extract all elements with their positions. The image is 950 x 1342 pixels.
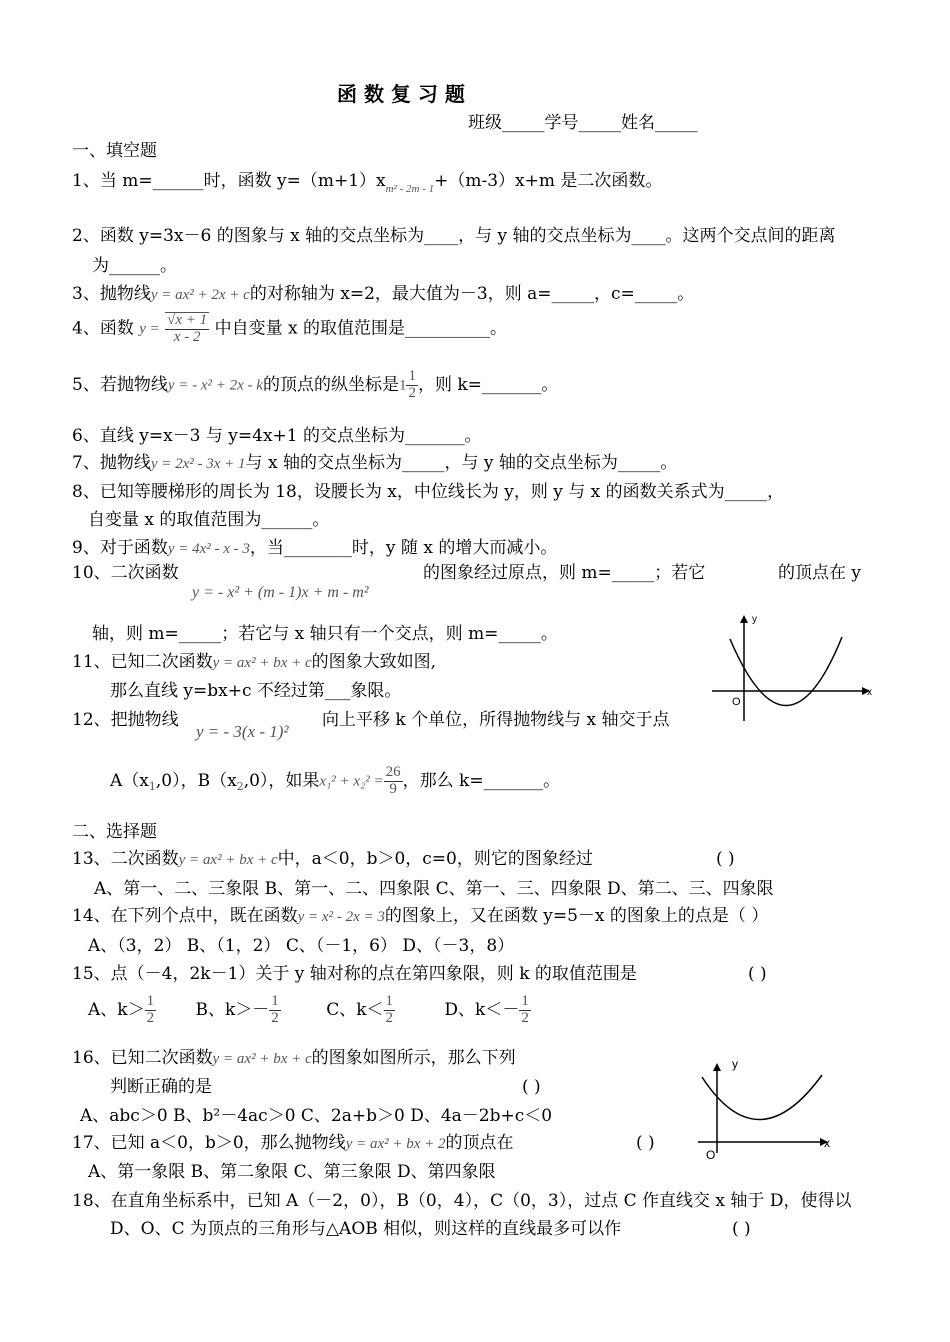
q5-denominator: 2 xyxy=(408,384,416,401)
graph-1 xyxy=(712,613,872,723)
q12-numerator: 26 xyxy=(385,764,401,780)
question-15: 15、点（－4，2k－1）关于 y 轴对称的点在第四象限，则 k 的取值范围是 xyxy=(72,964,637,984)
q1-exponent: m² - 2m - 1 xyxy=(385,183,435,195)
graph-2-y-arrow xyxy=(713,1063,721,1071)
question-6: 6、直线 y=x－3 与 y=4x+1 的交点坐标为_______。 xyxy=(72,426,482,446)
question-10-text-b: 的图象经过原点，则 m=_____；若它 xyxy=(423,563,706,583)
q5-formula: y = - x² + 2x - k xyxy=(167,377,263,394)
page-title: 函 数 复 习 题 xyxy=(337,82,465,106)
q3-text-b: 的对称轴为 x=2，最大值为－3，则 a=_____，c=_____。 xyxy=(249,284,695,304)
q1-text-b: +（m-3）x+m 是二次函数。 xyxy=(434,171,663,191)
q15-a-den: 2 xyxy=(146,1009,155,1026)
q12-denominator: 9 xyxy=(384,781,403,798)
graph-1-y-label: y xyxy=(752,614,757,625)
graph-1-y-arrow xyxy=(740,615,748,623)
q15-b-den: 2 xyxy=(271,1009,279,1026)
question-7 xyxy=(72,453,677,473)
q1-text-a: 1、当 m=______时，函数 y=（m+1）x xyxy=(72,171,386,191)
graph-2 xyxy=(690,1055,840,1165)
q16-text-a: 16、已知二次函数 xyxy=(72,1048,213,1068)
q12-text-e: ,0），B（x xyxy=(155,771,237,792)
q15-b-num: 1 xyxy=(271,993,279,1009)
graph-2-origin-label: O xyxy=(706,1148,716,1162)
q15-option-d: D、k＜－ xyxy=(444,1000,520,1021)
q15-a-num: 1 xyxy=(146,993,155,1009)
q4-denominator: x - 2 xyxy=(165,329,209,346)
q11-formula: y = ax² + bx + c xyxy=(212,655,312,671)
question-10-formula: y = - x² + (m - 1)x + m - m² xyxy=(192,584,369,601)
question-17-options: A、第一象限 B、第二象限 C、第三象限 D、第四象限 xyxy=(88,1162,496,1182)
q7-text-a: 7、抛物线 xyxy=(72,453,151,473)
q15-option-a: A、k＞ xyxy=(88,1000,145,1021)
question-14-options: A、（3，2） B、（1，2） C、（－1，6） D、（－3，8） xyxy=(88,936,515,956)
question-15-options xyxy=(88,994,531,1027)
q4-text-b: 中自变量 x 的取值范围是__________。 xyxy=(214,318,507,339)
question-16-answer-paren: ( ) xyxy=(522,1077,541,1097)
question-16-options: A、abc＞0 B、b²－4ac＞0 C、2a+b＞0 D、4a－2b+c＜0 xyxy=(80,1106,553,1126)
q11-text-b: 的图象大致如图, xyxy=(311,652,437,672)
question-15-answer-paren: ( ) xyxy=(748,964,767,984)
question-8-line-2: 自变量 x 的取值范围为______。 xyxy=(88,510,330,530)
question-2-line-2: 为______。 xyxy=(92,256,177,276)
q3-text-a: 3、抛物线 xyxy=(72,284,151,304)
q9-text-a: 9、对于函数 xyxy=(72,538,168,558)
question-10-text-c: 的顶点在 y xyxy=(778,563,862,583)
question-16-line-1 xyxy=(72,1048,516,1068)
q11-text-a: 11、已知二次函数 xyxy=(72,652,213,672)
graph-1-x-label: x xyxy=(867,687,872,698)
q4-numerator: √x + 1 xyxy=(167,312,208,328)
question-11-line-1 xyxy=(72,652,436,672)
question-14 xyxy=(72,906,768,926)
q7-text-b: 与 x 轴的交点坐标为_____，与 y 轴的交点坐标为_____。 xyxy=(245,453,678,473)
q4-text-a: 4、函数 xyxy=(72,318,134,339)
question-12-line-2 xyxy=(110,765,560,798)
question-13-answer-paren: ( ) xyxy=(716,849,735,869)
section-choice: 二、选择题 xyxy=(72,822,157,842)
student-info: 班级_____学号_____姓名_____ xyxy=(468,113,698,133)
q14-text-b: 的图象上，又在函数 y=5－x 的图象上的点是（ ） xyxy=(384,906,769,926)
q13-text-b: 中，a＜0，b＞0，c=0，则它的图象经过 xyxy=(277,849,593,869)
q4-y: y = xyxy=(139,320,160,337)
q3-formula: y = ax² + 2x + c xyxy=(150,287,250,303)
graph-2-y-label: y xyxy=(732,1057,738,1071)
q15-option-b-fraction xyxy=(269,994,281,1027)
question-18-line-1: 18、在直角坐标系中，已知 A（－2，0），B（0，4），C（0，3），过点 C 作直线交 x 轴于 D，使得以 xyxy=(72,1191,852,1211)
section-fill: 一、填空题 xyxy=(72,141,157,161)
question-18-line-2: D、O、C 为顶点的三角形与△AOB 相似，则这样的直线最多可以作 xyxy=(110,1219,622,1239)
q12-formula-2: x₁² + x₂² = xyxy=(319,773,384,790)
q15-d-num: 1 xyxy=(521,993,529,1009)
q7-formula: y = 2x² - 3x + 1 xyxy=(150,456,246,472)
graph-1-origin-label: O xyxy=(732,696,741,708)
q17-text-b: 的顶点在 xyxy=(445,1133,514,1153)
q9-formula: y = 4x² - x - 3 xyxy=(167,541,250,557)
q15-c-num: 1 xyxy=(385,993,393,1009)
q12-text-c: A（x xyxy=(110,771,149,792)
question-1 xyxy=(72,171,662,196)
question-12-text-b: 向上平移 k 个单位，所得抛物线与 x 轴交于点 xyxy=(322,710,670,730)
q17-formula: y = ax² + bx + 2 xyxy=(345,1136,446,1152)
q14-formula: y = x² - 2x = 3 xyxy=(297,909,385,925)
question-13 xyxy=(72,849,593,869)
question-12-formula: y = - 3(x - 1)² xyxy=(196,722,289,741)
question-2-line-1: 2、函数 y=3x－6 的图象与 x 轴的交点坐标为____，与 y 轴的交点坐标为____。这两个交点间的距离 xyxy=(72,226,836,246)
q5-integer: 1 xyxy=(398,377,407,394)
q5-text-c: ，则 k=_______。 xyxy=(417,375,559,396)
q17-text-a: 17、已知 a＜0，b＞0，那么抛物线 xyxy=(72,1133,346,1153)
q5-text-b: 的顶点的纵坐标是 xyxy=(262,375,399,396)
question-10-line-2: 轴，则 m=_____；若它与 x 轴只有一个交点，则 m=_____。 xyxy=(92,624,558,644)
q16-text-b: 的图象如图所示，那么下列 xyxy=(311,1048,516,1068)
question-17-answer-paren: ( ) xyxy=(636,1133,655,1153)
question-17 xyxy=(72,1133,514,1153)
question-8-line-1: 8、已知等腰梯形的周长为 18，设腰长为 x，中位线长为 y，则 y 与 x 的函数关系式为_____， xyxy=(72,482,785,502)
question-9 xyxy=(72,538,557,558)
q4-fraction xyxy=(165,312,209,346)
graph-2-parabola xyxy=(702,1075,822,1120)
question-13-options: A、第一、二、三象限 B、第一、二、四象限 C、第一、三、四象限 D、第二、三、四象限 xyxy=(94,879,774,899)
q5-text-a: 5、若抛物线 xyxy=(72,375,168,396)
q15-option-c-fraction xyxy=(384,994,396,1027)
question-18-answer-paren: ( ) xyxy=(732,1219,751,1239)
q13-text-a: 13、二次函数 xyxy=(72,849,179,869)
q15-option-a-fraction xyxy=(145,994,157,1027)
q15-option-c: C、k＜ xyxy=(326,1000,384,1021)
q12-fraction xyxy=(384,765,403,798)
q13-formula: y = ax² + bx + c xyxy=(178,852,278,868)
q5-numerator: 1 xyxy=(408,368,416,384)
q15-c-den: 2 xyxy=(385,1009,393,1026)
question-5 xyxy=(72,369,558,402)
q16-formula: y = ax² + bx + c xyxy=(212,1051,312,1067)
q12-sub-2: 2 xyxy=(236,780,244,794)
graph-1-parabola xyxy=(730,637,842,706)
q12-text-g: ,0），如果 xyxy=(243,771,320,792)
question-16-line-2: 判断正确的是 xyxy=(110,1077,212,1097)
question-11-line-2: 那么直线 y=bx+c 不经过第___象限。 xyxy=(110,681,402,701)
question-12-label: 12、把抛物线 xyxy=(72,710,179,730)
q15-option-d-fraction xyxy=(519,994,531,1027)
question-3 xyxy=(72,284,694,304)
q12-text-h: ，那么 k=_______。 xyxy=(402,771,561,792)
q5-fraction xyxy=(406,369,418,402)
q15-option-b: B、k＞－ xyxy=(195,1000,270,1021)
graph-2-x-label: x xyxy=(824,1136,830,1150)
question-10-label: 10、二次函数 xyxy=(72,563,179,583)
q9-text-b: ，当________时，y 随 x 的增大而减小。 xyxy=(249,538,558,558)
question-4 xyxy=(72,312,507,346)
q14-text-a: 14、在下列个点中，既在函数 xyxy=(72,906,298,926)
q15-d-den: 2 xyxy=(521,1009,529,1026)
q12-sub-1: 1 xyxy=(148,780,156,794)
